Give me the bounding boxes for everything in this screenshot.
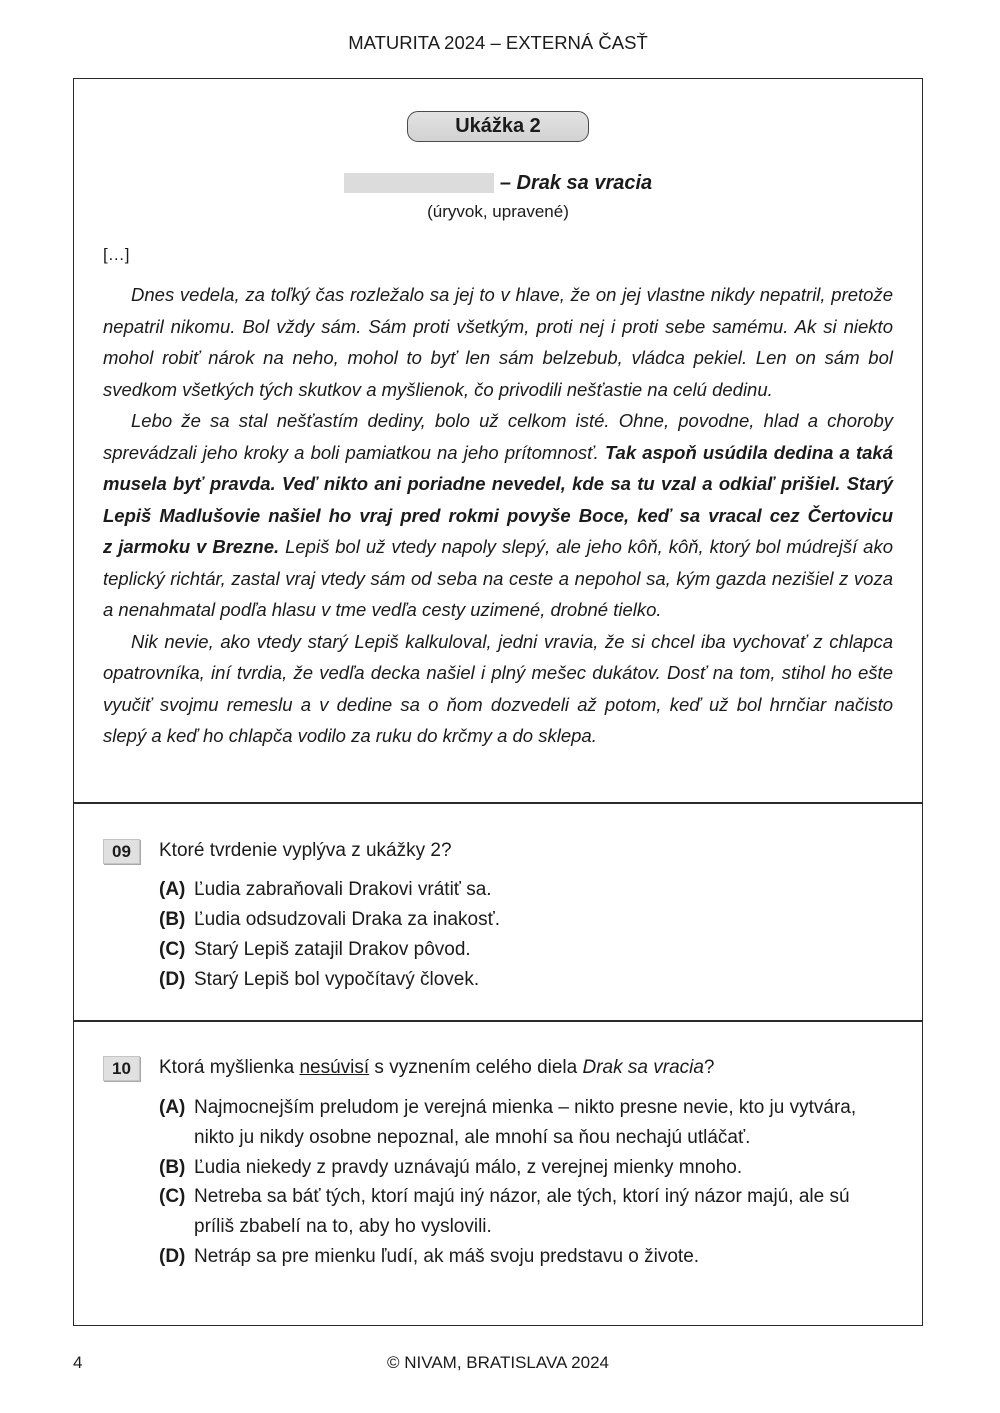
excerpt-paragraph [103, 279, 893, 405]
answer-option-b [159, 1153, 899, 1183]
omission-mark: […] [103, 245, 130, 264]
excerpt-subtitle: (úryvok, upravené) [427, 202, 569, 221]
excerpt-paragraph [103, 405, 893, 626]
option-text: príliš zbabelí na to, aby ho vyslovili. [194, 1216, 492, 1238]
option-letter: (A) [159, 1097, 186, 1118]
excerpt-text: nepatril nikomu. Bol vždy sám. Sám proti všetkým, proti nej i proti sebe samému. Ak si niekto [103, 315, 893, 337]
excerpt-line [103, 374, 893, 406]
section-divider [73, 1020, 923, 1022]
excerpt-line [103, 720, 893, 752]
option-text: Netreba sa báť tých, ktorí majú iný názor, ale tých, ktorí iný názor majú, ale sú [194, 1186, 850, 1208]
excerpt-text: mohol robiť nárok na neho, mohol to byť len sám belzebub, vládca pekiel. Len on sám bol [103, 347, 893, 368]
excerpt-text: slepý a keď ho chlapča vodilo za ruku do krčmy a do sklepa. [103, 725, 597, 746]
option-letter: (D) [159, 1245, 186, 1267]
excerpt-line [103, 689, 893, 721]
excerpt-line [103, 594, 893, 626]
question-09-options [159, 875, 899, 995]
question-09-prompt [159, 839, 452, 863]
answer-option-a [159, 1093, 899, 1153]
option-text: Ľudia odsudzovali Draka za inakosť. [194, 909, 501, 930]
answer-option-b [159, 905, 899, 935]
prompt-text: s vyznením celého diela [369, 1057, 583, 1078]
excerpt-text: Lepiš bol už vtedy napoly slepý, ale jeho kôň, kôň, ktorý bol múdrejší ako [279, 536, 893, 557]
answer-option-c [159, 1182, 899, 1242]
excerpt-line [103, 342, 893, 374]
excerpt-text: a nenahmatal podľa hlasu v tme vedľa cesty uzimené, drobné tielko. [103, 599, 662, 620]
option-letter: (A) [159, 879, 186, 900]
option-letter: (B) [159, 909, 186, 930]
excerpt-text: sprevádzali jeho kroky a boli pamiatkou na jeho prítomnosť. [103, 441, 605, 463]
answer-option-a [159, 875, 899, 905]
option-text: nikto ju nikdy osobne nepoznal, ale mnohí sa ňou nechajú utláčať. [194, 1126, 751, 1148]
excerpt-bold-text: Tak aspoň usúdila dedina a taká [604, 441, 893, 463]
answer-option-d [159, 965, 899, 995]
question-number-badge: 09 [103, 839, 140, 864]
option-text: Starý Lepiš bol vypočítavý človek. [194, 969, 480, 990]
option-text: Najmocnejším preludom je verejná mienka – nikto presne nevie, kto ju vytvára, [194, 1097, 857, 1118]
excerpt-bold-text: Lepiš Madlušovie našiel ho vraj pred rokmi povyše Boce, keď sa vracal cez Čertovicu [103, 504, 893, 526]
option-letter: (C) [159, 1186, 186, 1208]
excerpt-line [103, 657, 893, 689]
excerpt-label-badge: Ukážka 2 [407, 111, 589, 142]
excerpt-text: vyučiť svojmu remeslu a v dedine sa o ňom dozvedeli až potom, keď už bol hrnčiar načisto [103, 693, 893, 715]
prompt-text: Ktorá myšlienka [159, 1057, 300, 1078]
option-letter: (C) [159, 939, 186, 960]
section-divider [73, 802, 923, 804]
question-10-prompt [159, 1056, 715, 1080]
excerpt-bold-text: z jarmoku v Brezne. [103, 536, 280, 557]
excerpt-title-row [73, 171, 923, 195]
redacted-author-name [344, 173, 494, 193]
option-letter: (D) [159, 969, 186, 990]
prompt-work-title: Drak sa vracia [582, 1057, 704, 1078]
excerpt-text: Lebo že sa stal nešťastím dediny, bolo už celkom isté. Ohne, povodne, hlad a choroby [131, 410, 893, 431]
page-header-title: MATURITA 2024 – EXTERNÁ ČASŤ [348, 32, 648, 53]
option-text: Ľudia zabraňovali Drakovi vrátiť sa. [194, 879, 492, 900]
excerpt-line [103, 405, 893, 437]
question-10-options [159, 1093, 899, 1272]
prompt-underlined-text: nesúvisí [299, 1057, 370, 1078]
excerpt-line [103, 563, 893, 595]
page-number: 4 [73, 1353, 83, 1372]
question-number-badge: 10 [103, 1056, 140, 1081]
answer-option-c [159, 935, 899, 965]
option-letter: (B) [159, 1156, 186, 1178]
excerpt-line [103, 500, 893, 532]
excerpt-text: Nik nevie, ako vtedy starý Lepiš kalkuloval, jedni vravia, že si chcel iba vychovať z chlapca [131, 630, 893, 652]
excerpt-line [103, 626, 893, 658]
work-title: – Drak sa vracia [499, 172, 653, 194]
excerpt-text: Dnes vedela, za toľký čas rozležalo sa jej to v hlave, že on jej vlastne nikdy nepatril, pretože [131, 284, 893, 305]
excerpt-text: opatrovníka, iní tvrdia, že vedľa decka našiel i plný mešec dukátov. Dosť na tom, stihol ho ešte [103, 662, 893, 683]
prompt-text: ? [703, 1057, 715, 1078]
option-text: Netráp sa pre mienku ľudí, ak máš svoju predstavu o živote. [194, 1245, 700, 1267]
answer-option-d [159, 1242, 899, 1272]
excerpt-paragraph [103, 626, 893, 752]
excerpt-line [103, 468, 893, 500]
excerpt-line [103, 437, 893, 469]
excerpt-line [103, 311, 893, 343]
excerpt-text: teplický richtár, zastal vraj vtedy sám od seba na ceste a nepohol sa, kým gazda nezišiel z voza [103, 567, 893, 589]
copyright-notice: © NIVAM, BRATISLAVA 2024 [387, 1353, 609, 1372]
prompt-text: Ktoré tvrdenie vyplýva z ukážky 2? [159, 840, 452, 861]
excerpt-bold-text: musela byť pravda. Veď nikto ani poriadne nevedel, kde sa tu vzal a odkiaľ prišiel. Starý [103, 473, 893, 494]
option-text: Ľudia niekedy z pravdy uznávajú málo, z verejnej mienky mnoho. [194, 1156, 743, 1178]
excerpt-text: svedkom všetkých tých skutkov a myšlienok, čo privodili nešťastie na celú dedinu. [103, 378, 773, 400]
option-text: Starý Lepiš zatajil Drakov pôvod. [194, 939, 471, 960]
excerpt-line [103, 279, 893, 311]
excerpt-line [103, 531, 893, 563]
excerpt-body [103, 279, 893, 752]
